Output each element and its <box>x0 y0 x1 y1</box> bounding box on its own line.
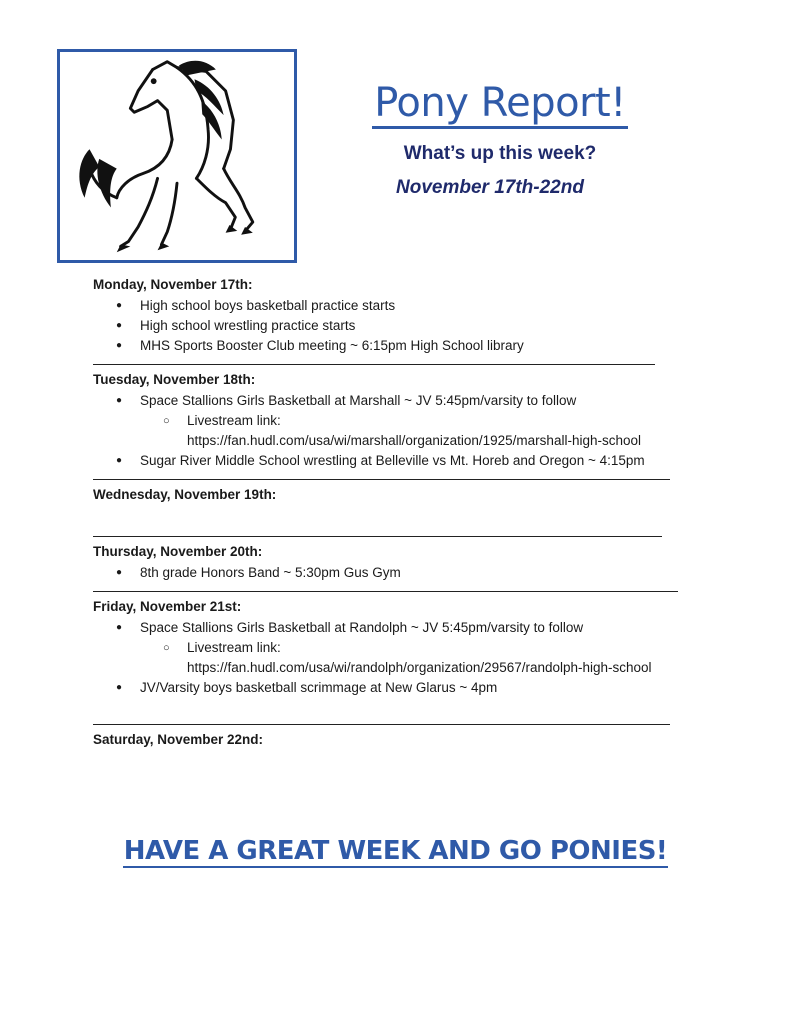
day-section-monday <box>93 276 693 356</box>
footer-banner <box>0 836 791 866</box>
divider <box>93 364 655 365</box>
list-item: ● JV/Varsity boys basketball scrimmage at New Glarus ~ 4pm <box>140 678 693 698</box>
day-section-tuesday <box>93 371 693 471</box>
day-section-saturday <box>93 731 693 749</box>
livestream-link[interactable]: https://fan.hudl.com/usa/wi/marshall/organization/1925/marshall-high-school <box>187 433 641 448</box>
list-item: ● High school wrestling practice starts <box>140 316 693 336</box>
sub-list <box>140 638 693 678</box>
sub-list-item <box>187 638 693 678</box>
day-section-friday <box>93 598 693 698</box>
page-title: Pony Report! <box>372 80 628 129</box>
event-list <box>93 296 693 356</box>
day-heading: Thursday, November 20th: <box>93 544 263 559</box>
day-section-wednesday <box>93 486 693 528</box>
livestream-label: Livestream link: <box>187 413 281 428</box>
sub-list-item <box>187 411 693 451</box>
divider <box>93 479 670 480</box>
sub-list <box>140 411 693 451</box>
list-item: ● 8th grade Honors Band ~ 5:30pm Gus Gym <box>140 563 693 583</box>
event-list <box>93 563 693 583</box>
event-text: Space Stallions Girls Basketball at Marshall ~ JV 5:45pm/varsity to follow <box>140 393 577 408</box>
day-heading: Wednesday, November 19th: <box>93 487 277 502</box>
day-heading: Tuesday, November 18th: <box>93 372 256 387</box>
list-item <box>140 618 693 678</box>
day-section-thursday <box>93 543 693 583</box>
list-item: ● Sugar River Middle School wrestling at Belleville vs Mt. Horeb and Oregon ~ 4:15pm <box>140 451 693 471</box>
event-text: Space Stallions Girls Basketball at Randolph ~ JV 5:45pm/varsity to follow <box>140 620 584 635</box>
list-item <box>140 391 693 451</box>
footer-text: HAVE A GREAT WEEK AND GO PONIES! <box>123 836 668 866</box>
divider <box>93 591 678 592</box>
list-item: ● High school boys basketball practice starts <box>140 296 693 316</box>
divider <box>93 724 670 725</box>
schedule <box>93 276 693 749</box>
report-header <box>320 80 680 199</box>
mustang-logo <box>57 49 297 263</box>
day-heading: Monday, November 17th: <box>93 277 253 292</box>
divider <box>93 536 662 537</box>
page-subtitle: What’s up this week? <box>403 143 597 164</box>
date-range: November 17th-22nd <box>396 177 584 198</box>
day-heading: Saturday, November 22nd: <box>93 732 264 747</box>
mustang-horse-icon <box>60 52 294 260</box>
day-heading: Friday, November 21st: <box>93 599 242 614</box>
event-list <box>93 618 693 698</box>
livestream-link[interactable]: https://fan.hudl.com/usa/wi/randolph/organization/29567/randolph-high-school <box>187 660 652 675</box>
list-item: ● MHS Sports Booster Club meeting ~ 6:15pm High School library <box>140 336 693 356</box>
livestream-label: Livestream link: <box>187 640 281 655</box>
event-list <box>93 391 693 471</box>
